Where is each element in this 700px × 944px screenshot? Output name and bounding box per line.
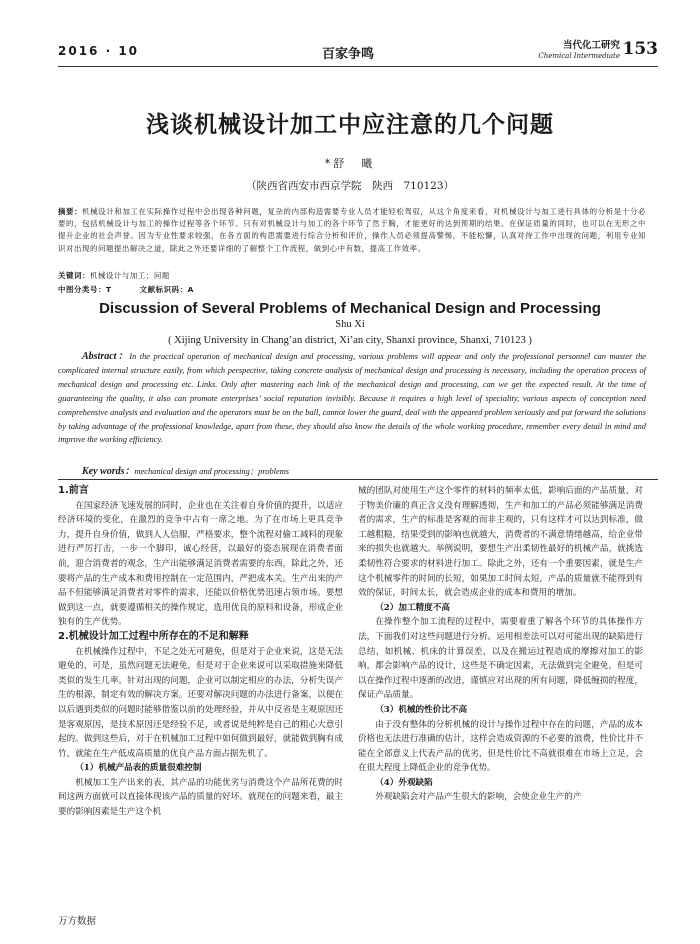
body-column-left xyxy=(58,484,343,820)
body-column-right xyxy=(358,484,643,805)
keywords-en: Key words：mechanical design and processing；problems xyxy=(82,466,290,477)
subsection-heading: （2）加工精度不高 xyxy=(375,602,450,613)
affiliation-en: ( Xijing University in Chang’an district, Xi’an city, Shanxi province, Shanxi, 710123 ) xyxy=(168,335,532,346)
body-rule xyxy=(58,479,658,480)
keywords-cn xyxy=(58,270,170,282)
paragraph: 械的团队对使用生产这个零件的材料的频率太低，影响后面的产品质量，对于物美价廉的真正含义没有理解透彻，生产和加工的产品必须能够满足消费者的需求，生产的标准是客观的而非主观的，只有这样才可以达到标准，做工越粗糙，结果受到的影响也就越大，消费者的不满意情绪越高，给企业带来的损失也就越大。举例说明，要想生产出柔韧性最好的机械产品，就挑选柔韧性符合要求的材料进行加工。除此之外，还有一个重要因素，就是生产这个机械零件的时间的长短，如果加工时间太短，产品的质量就不能得到有效的保证，时间太长，就会造成企业的成本和费用的增加。 xyxy=(358,486,643,599)
paper-title-en: Discussion of Several Problems of Mechanical Design and Processing xyxy=(99,300,601,317)
section-heading-problems: 2.机械设计加工过程中所存在的不足和解释 xyxy=(58,630,249,642)
keywords-en-label: Key words xyxy=(82,466,125,477)
section-heading-intro: 1.前言 xyxy=(58,485,89,496)
journal-name-en: Chemical Intermediate xyxy=(538,52,620,60)
paragraph: 由于没有整体的分析机械的设计与操作过程中存在的问题，产品的成本价格也无法进行准确的估计，这样会造成资源的不必要的浪费，性价比并不能在全部意义上代表产品的优劣，但是性价比不高就很难在市场上立足，会在很大程度上降低企业的竞争优势。 xyxy=(358,719,643,774)
abstract-cn-text: 机械设计和加工在实际操作过程中会出现各种问题，复杂的内部构造需要专业人员才能轻松驾驭，从这个角度来看，对机械设计与加工进行具体的分析是十分必要的，包括机械设计与加工的操作过程等各个环节。只有对机械设计与加工的各个环节了然于胸，才能更好的达到预期的结果。在保证质量的同时，也可以在无形之中提升企业的社会声誉。因为专业性要求较强，在各方面的构思需要进行综合分析和评价，操作人员必须提高警惕，不能松懈，认真对待工作中出现的问题，利用专业知识对出现的问题提出解决之道，除此之外还要详细的了解整个工作流程，做到心中有数，提高工作效率。 xyxy=(58,207,646,253)
clc-label: 中图分类号： xyxy=(58,285,106,294)
clc-value: T xyxy=(105,285,112,294)
author-cn: *舒 曦 xyxy=(324,157,376,170)
classification-cn xyxy=(58,284,194,296)
paragraph: 外观缺陷会对产品产生很大的影响，会使企业生产的产 xyxy=(375,792,582,803)
running-header xyxy=(58,39,658,64)
issue-label: 2016 · 10 xyxy=(58,44,140,58)
keywords-cn-label: 关键词： xyxy=(58,271,90,280)
paragraph: 在操作整个加工流程的过程中，需要着重了解各个环节的具体操作方法，下面我们对这些问题进行分析。运用相差法可以对可能出现的缺陷进行总结，如机械、机床的计算误差，以及在搬运过程造成的摩擦对加工的影响，都会影响产品的设计，这些是不确定因素，无法做到完全避免，但是可以在操作过程中逐渐的改进，谨慎应对出现的所有问题，降低缠损的程度，保证产品质量。 xyxy=(358,617,643,701)
paragraph: 机械加工生产出来的表，其产品的功能优劣与消费这个产品所花费的时间这两方面就可以直接体现该产品的质量的好坏。就现在的问题来看，最主要的影响因素是生产这个机 xyxy=(58,777,343,818)
paragraph: 在机械操作过程中，不足之处无可避免，但是对于企业来说，这是无法避免的，可是，虽然问题无法避免，但是对于企业来说可以采取措施来降低类似的发生几率。针对出现的问题，企业可以制定相应的办法，分析失误产生的根源，制定有效的解决方案。还要对解决问题的办法进行备案，以便在以后遇到类似的问题时能够借鉴以前的处理经验，并从中反省是主观原因还是客观原因，是技术原因还是经验不足，或者说是纯粹是自己的粗心大意引起的。做到这些后，对于在机械加工过程中如何做到最好，就能做到胸有成竹，就能在生产低成高质量的优良产品方面占据先机了。 xyxy=(58,646,343,759)
abstract-cn xyxy=(58,206,646,255)
keywords-en-text: mechanical design and processing；problems xyxy=(134,467,290,476)
journal-logo xyxy=(538,41,620,61)
abstract-en-text: In the practical operation of mechanical design and processing, various problems will appear and only the professional personnel can master the complicated internal structure easily, from which perspective, taking concrete analysis of mechanical design and processing is necessary, including the operation process of mechanical design and processing etc. Links. Only after mastering each link of the mechanical design and processing, can we get the expected result. At the time of guaranteeing the quality, it also can promote enterprises’ social reputation invisibly. Because it requires a high level of speciality, various aspects of conception need comprehensive analysis and evaluation and the operators must be on the ball, cannot lower the guard, deal with the appeared problem seriously and put forward the solutions by taking advantage of the professional knowledge, apart from these, they should also know the details of the whole working procedure, remember every detail in mind and improve the working efficiency. xyxy=(58,352,646,445)
doc-code-value: A xyxy=(187,285,194,294)
header-rule xyxy=(58,66,658,67)
abstract-en: Abstract：In the practical operation of mechanical design and processing, various problems will appear and only the professional personnel can master the complicated internal structure easily, from which perspective, taking concrete analysis of mechanical design and processing is necessary, including the operation process of mechanical design and processing etc. Links. Only after mastering each link of the mechanical design and processing, can we get the expected result. At the time of guaranteeing the quality, it also can promote enterprises’ social reputation invisibly. Because it requires a high level of speciality, various aspects of conception need comprehensive analysis and evaluation and the operators must be on the ball, cannot lower the guard, deal with the appeared problem seriously and put forward the solutions by taking advantage of the professional knowledge, apart from these, they should also know the details of the whole working procedure, remember every detail in mind and improve the working efficiency. xyxy=(58,351,646,445)
subsection-heading: （4）外观缺陷 xyxy=(375,777,433,788)
paragraph: 在国家经济飞速发展的同时，企业也在关注着自身价值的提升，以适应经济环境的变化，在激烈的竞争中占有一席之地。为了在市场上更具竞争力，提升自身价值，做到人人信服，严格要求，整个流程对偷工减料的现象进行严厉打击，一步一个脚印，诚心经营，以最好的姿态展现在消费者面前，迎合消费者的观念，生产出能够满足消费者需要的东西，除此之外，还要将产品的生产成本和费用控制在一定范围内，严把成本关。生产出来的产品不但能够满足消费者对零件的需求，还能以价格优势迅速占领市场。要想做到这一点，就要遵循相关的操作规定，选用优良的原料和设备，形成企业独有的生产优势。 xyxy=(58,500,343,628)
journal-name-cn: 当代化工研究 xyxy=(562,40,620,51)
subsection-heading: （3）机械的性价比不高 xyxy=(375,704,468,715)
footer-watermark: 万方数据 xyxy=(58,916,97,927)
doc-code-label: 文献标识码： xyxy=(139,285,188,294)
affiliation-cn: （陕西省西安市西京学院 陕西 710123） xyxy=(245,180,455,192)
author-en: Shu Xi xyxy=(335,319,365,330)
subsection-heading: （1）机械产品表的质量很难控制 xyxy=(75,763,202,774)
section-label: 百家争鸣 xyxy=(322,47,375,62)
abstract-cn-label: 摘要： xyxy=(58,207,83,216)
page-number: 153 xyxy=(622,39,658,59)
keywords-cn-text: 机械设计与加工；问题 xyxy=(89,271,170,280)
paper-title-cn: 浅谈机械设计加工中应注意的几个问题 xyxy=(146,112,554,138)
abstract-en-label: Abstract xyxy=(82,351,117,362)
